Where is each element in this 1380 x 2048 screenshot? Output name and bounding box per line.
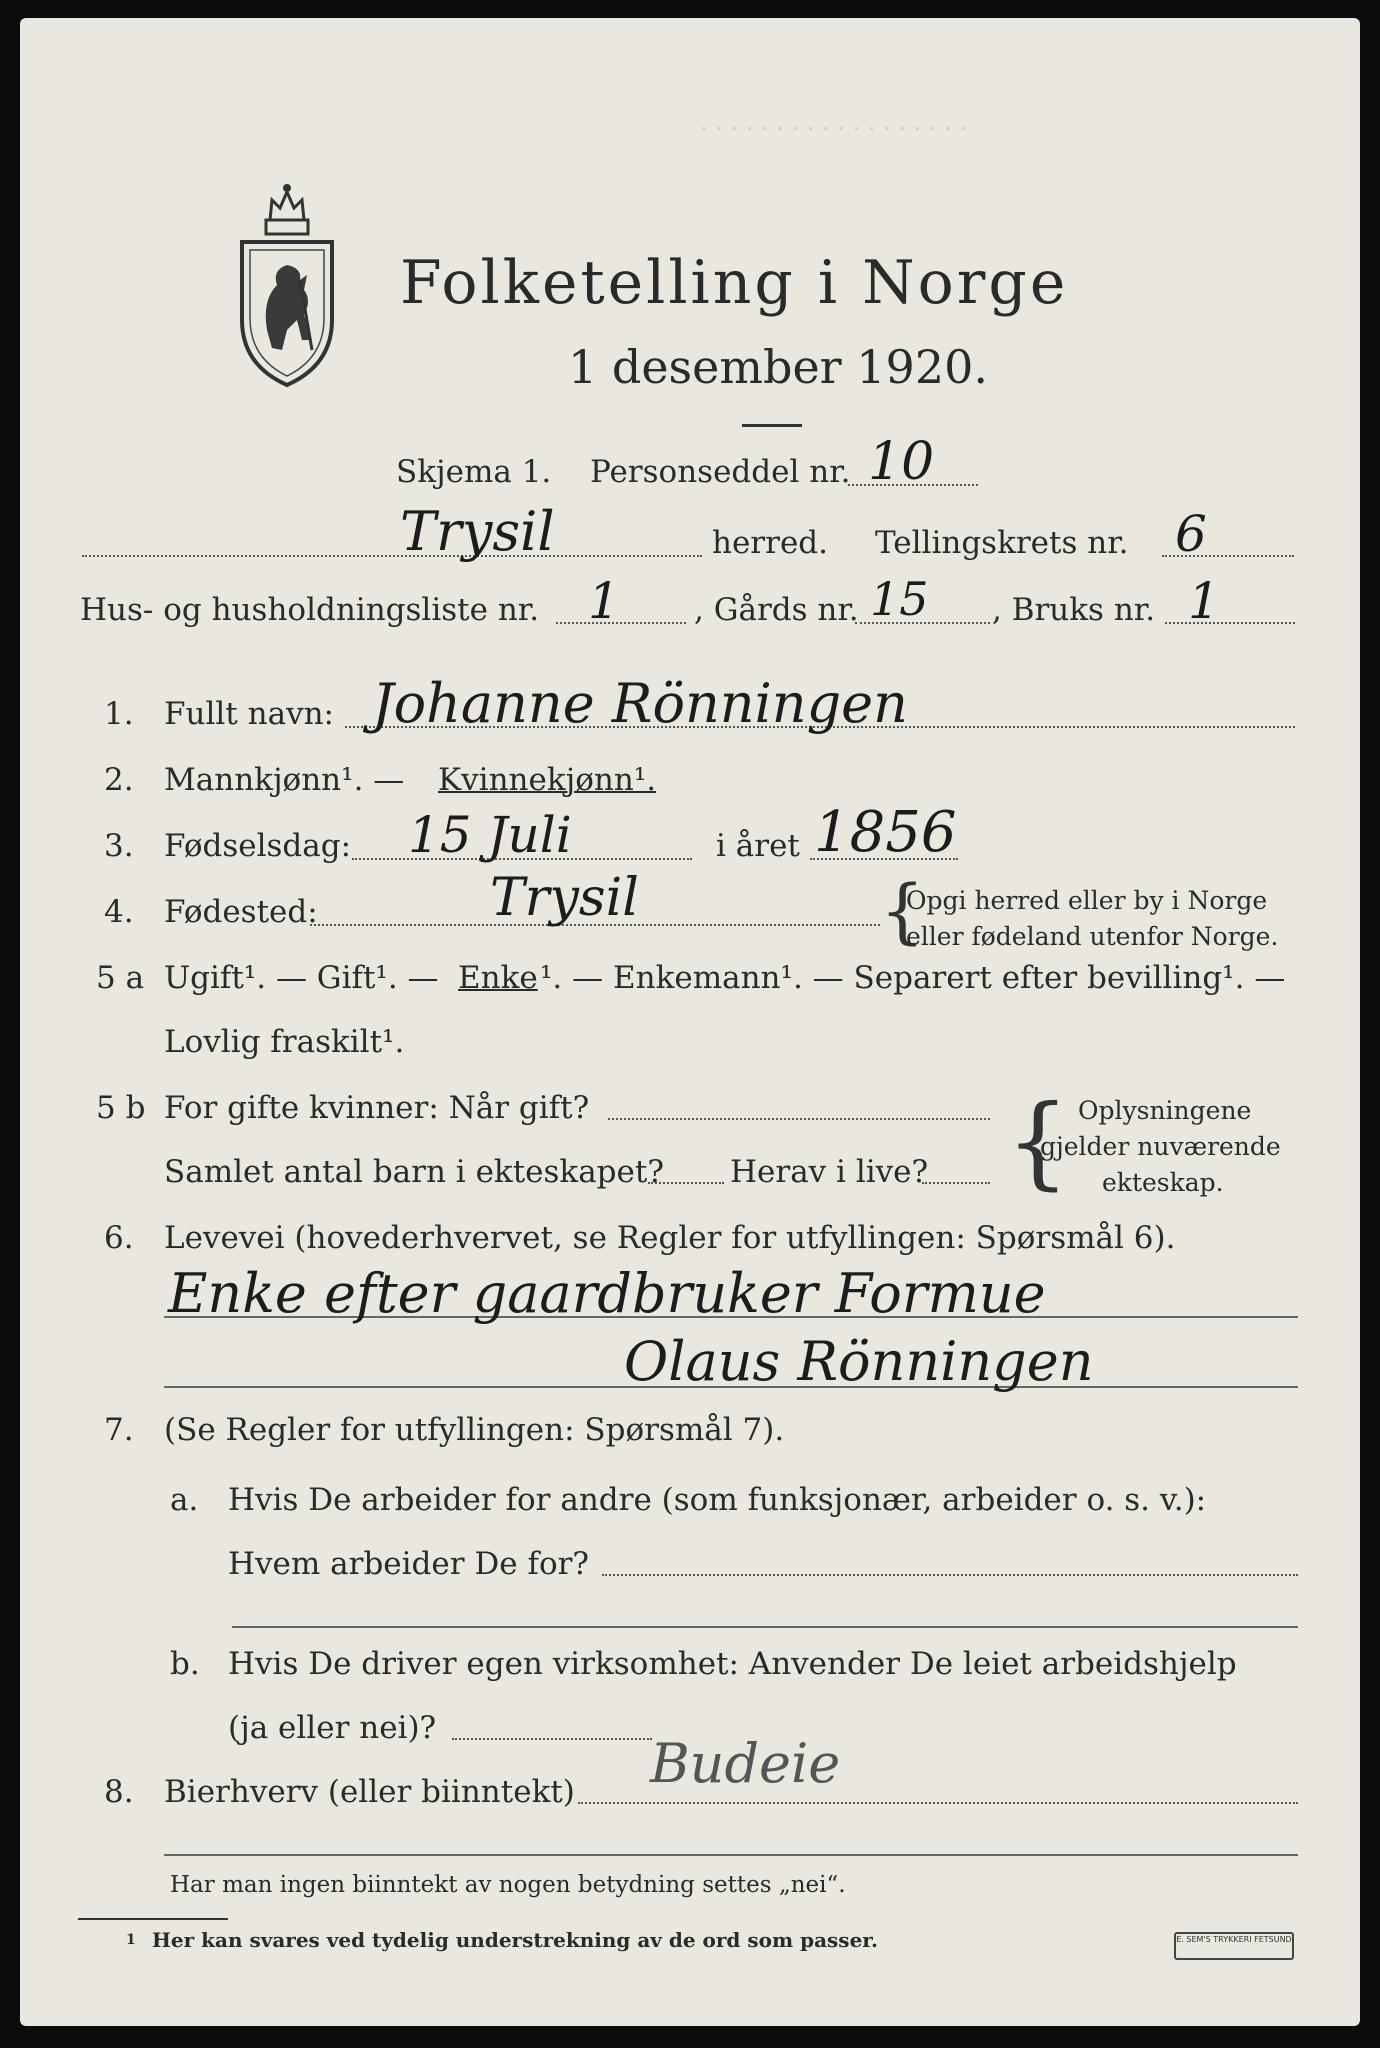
q7-number: 7. (104, 1412, 134, 1448)
census-form-sheet (20, 18, 1360, 2026)
q2-male: Mannkjønn¹. — (164, 762, 405, 798)
q7a-text2: Hvem arbeider De for? (228, 1546, 590, 1582)
footnote-divider (78, 1918, 228, 1920)
personseddel-value: 10 (868, 432, 935, 492)
q4-number: 4. (104, 894, 134, 930)
married-when-field[interactable] (608, 1118, 990, 1120)
herred-label: herred. (712, 525, 828, 561)
q3-number: 3. (104, 828, 134, 864)
q8-number: 8. (104, 1774, 134, 1810)
hus-label: Hus- og husholdningsliste nr. (80, 592, 540, 628)
q5b-text2: Samlet antal barn i ekteskapet? (164, 1154, 664, 1190)
q8-label: Bierhverv (eller biinntekt) (164, 1774, 575, 1810)
q6-label: Levevei (hovederhvervet, se Regler for utfyllingen: Spørsmål 6). (164, 1220, 1176, 1256)
q2-number: 2. (104, 762, 134, 798)
q4-note-line2: eller fødeland utenfor Norge. (906, 922, 1279, 951)
q6-number: 6. (104, 1220, 134, 1256)
occupation-value-2: Olaus Rönningen (624, 1330, 1094, 1393)
footnote-text: Her kan svares ved tydelig understrekning av de ord som passer. (152, 1928, 878, 1952)
tellingskrets-label: Tellingskrets nr. (875, 525, 1129, 561)
gards-label: , Gårds nr. (694, 592, 859, 628)
q7b-text: Hvis De driver egen virksomhet: Anvender De leiet arbeidshjelp (228, 1646, 1237, 1682)
q5a-enke-underlined[interactable]: Enke (458, 960, 538, 996)
q1-label: Fullt navn: (164, 696, 334, 732)
employer-line-2[interactable] (232, 1626, 1298, 1628)
q3-label: Fødselsdag: (164, 828, 352, 864)
q5a-number: 5 a (96, 960, 145, 996)
q7b-letter: b. (170, 1646, 200, 1682)
hus-field[interactable] (556, 622, 686, 624)
q5b-text3: Herav i live? (730, 1154, 929, 1190)
q5a-text3: Lovlig fraskilt¹. (164, 1024, 405, 1060)
q2-female-underlined[interactable]: Kvinnekjønn¹. (438, 762, 657, 798)
q5b-note-line1: Oplysningene (1078, 1096, 1252, 1125)
form-title: Folketelling i Norge (400, 248, 1069, 318)
q5b-note-line3: ekteskap. (1102, 1168, 1224, 1197)
bruks-value: 1 (1188, 572, 1220, 630)
birth-year-value: 1856 (814, 800, 957, 865)
hus-value: 1 (588, 572, 620, 630)
skjema-label: Skjema 1. (396, 454, 552, 490)
side-income-line-2[interactable] (164, 1854, 1298, 1856)
q7b-text2: (ja eller nei)? (228, 1710, 437, 1746)
full-name-value: Johanne Rönningen (372, 672, 908, 735)
q4-label: Fødested: (164, 894, 318, 930)
birthday-value: 15 Juli (408, 806, 572, 864)
occupation-value-1: Enke efter gaardbruker Formue (168, 1262, 1046, 1325)
bleed-through-text: · · · · · · · · · · · · · · · · · · (700, 115, 968, 143)
footer-note: Har man ingen biinntekt av nogen betydning settes „nei“. (170, 1872, 846, 1898)
q7a-letter: a. (170, 1482, 199, 1518)
children-total-field[interactable] (648, 1182, 724, 1184)
q4-note-line1: Opgi herred eller by i Norge (906, 886, 1268, 915)
birthplace-value: Trysil (490, 868, 639, 928)
q5b-brace: { (1006, 1083, 1070, 1200)
q4-brace: { (880, 870, 925, 952)
q5b-note-line2: gjelder nuværende (1040, 1132, 1281, 1161)
q5a-text1: Ugift¹. — Gift¹. — (164, 960, 439, 996)
gards-value: 15 (870, 572, 929, 626)
side-income-field[interactable] (578, 1802, 1298, 1804)
footnote-mark: 1 (126, 1932, 136, 1948)
q5b-number: 5 b (96, 1090, 146, 1126)
children-alive-field[interactable] (922, 1182, 990, 1184)
bruks-label: , Bruks nr. (992, 592, 1156, 628)
q5a-text2: ¹. — Enkemann¹. — Separert efter bevilling¹. — (540, 960, 1286, 996)
printer-stamp: E. SEM'S TRYKKERI FETSUND (1174, 1932, 1294, 1960)
q5b-text1: For gifte kvinner: Når gift? (164, 1090, 590, 1126)
herred-field[interactable] (82, 555, 702, 557)
personseddel-label: Personseddel nr. (590, 454, 851, 490)
q3-year-label: i året (716, 828, 800, 864)
norwegian-coat-of-arms-icon (232, 180, 342, 390)
tellingskrets-value: 6 (1175, 505, 1207, 563)
side-income-value: Budeie (650, 1732, 841, 1795)
employer-field[interactable] (602, 1574, 1298, 1576)
hired-help-field[interactable] (452, 1738, 652, 1740)
q7-label: (Se Regler for utfyllingen: Spørsmål 7). (164, 1412, 785, 1448)
census-date: 1 desember 1920. (568, 340, 988, 394)
q7a-text: Hvis De arbeider for andre (som funksjonær, arbeider o. s. v.): (228, 1482, 1207, 1518)
bruks-field[interactable] (1165, 622, 1295, 624)
title-divider (742, 424, 802, 427)
herred-value: Trysil (400, 500, 555, 563)
q1-number: 1. (104, 696, 134, 732)
